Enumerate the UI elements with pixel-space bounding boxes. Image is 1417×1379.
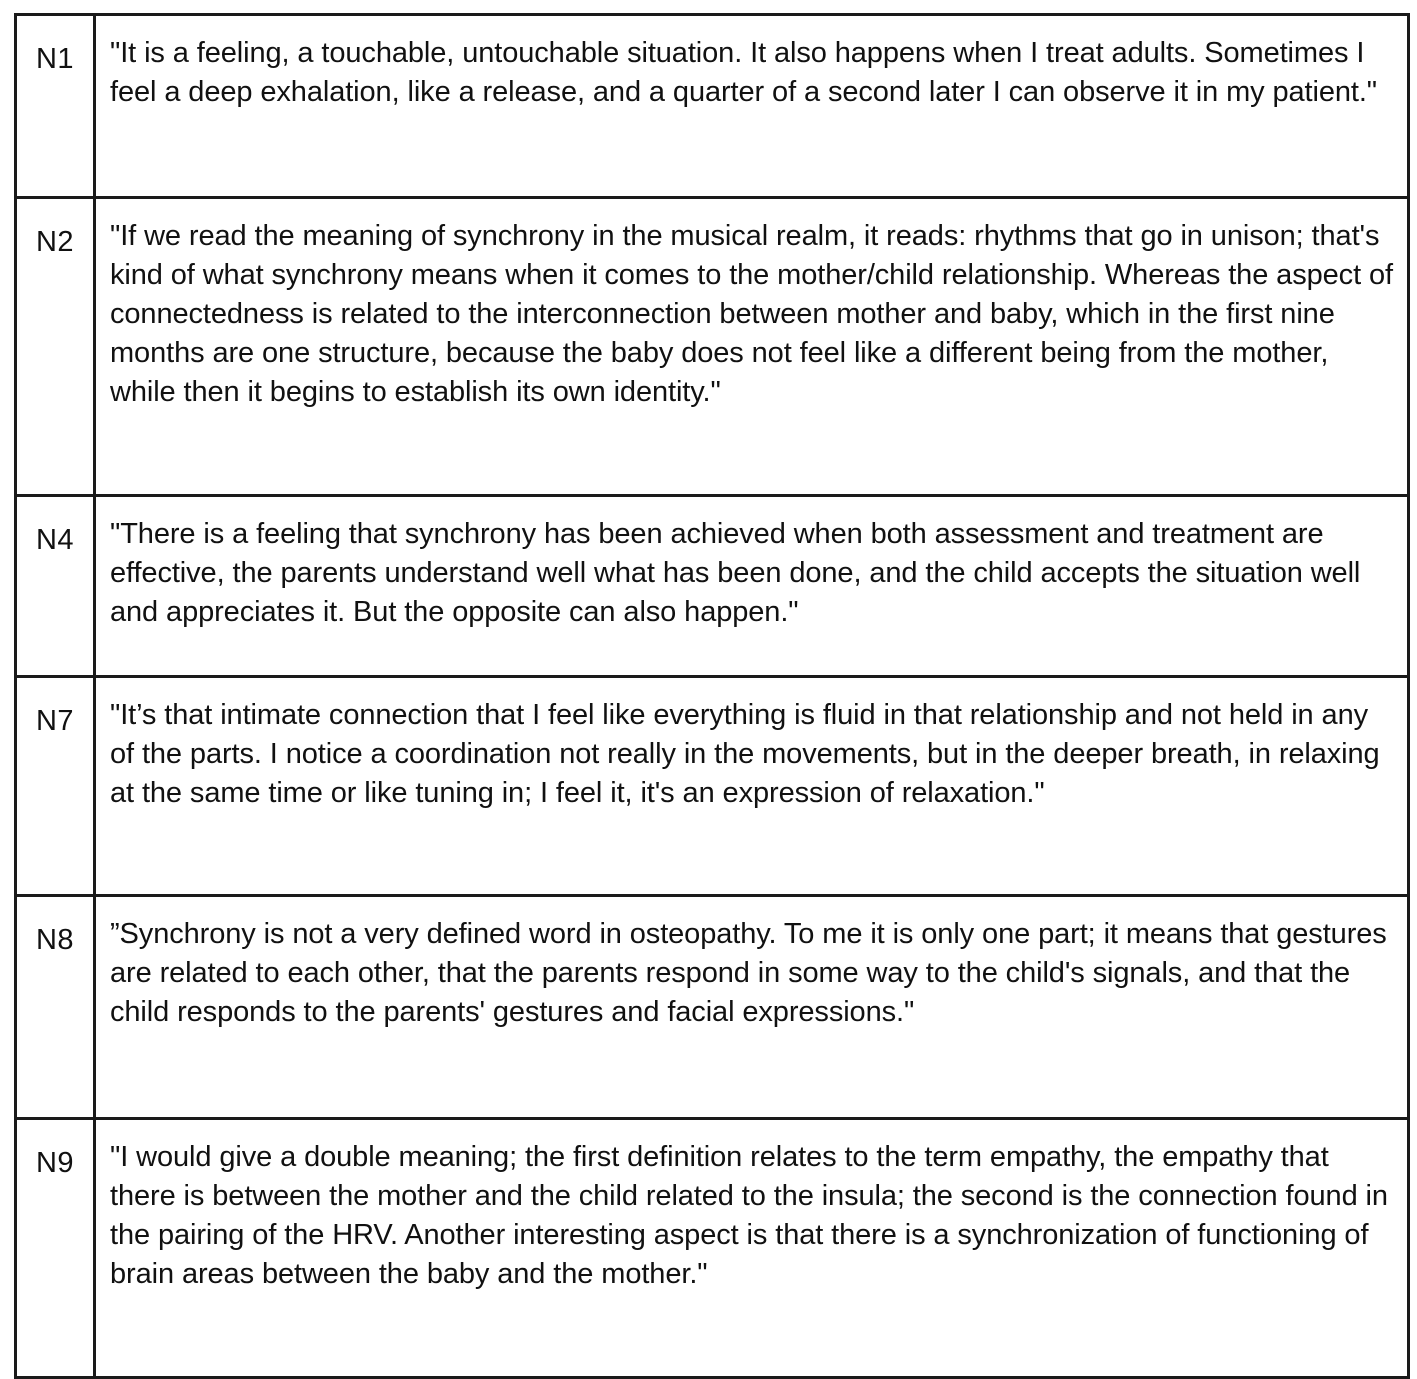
quotes-table bbox=[14, 13, 1410, 1379]
quote-text: ”Synchrony is not a very defined word in osteopathy. To me it is only one part; it means that gestures are related to each other, that the parents respond in some way to the child's signals, and that the child responds to the parents' gestures and facial expressions." bbox=[110, 918, 1387, 1028]
participant-id: N4 bbox=[35, 524, 75, 556]
participant-id-cell bbox=[16, 677, 95, 896]
participant-id: N9 bbox=[35, 1147, 75, 1179]
participant-id-cell bbox=[16, 15, 95, 198]
quote-cell bbox=[95, 677, 1409, 896]
quote-cell bbox=[95, 496, 1409, 677]
participant-id-cell bbox=[16, 896, 95, 1119]
quote-text: "It’s that intimate connection that I feel like everything is fluid in that relationship and not held in any of the parts. I notice a coordination not really in the movements, but in the deeper breath, in relaxing at the same time or like tuning in; I feel it, it's an expression of relaxation." bbox=[110, 699, 1380, 809]
quote-text: "There is a feeling that synchrony has been achieved when both assessment and treatment are effective, the parents understand well what has been done, and the child accepts the situation well and appreciates it. But the opposite can also happen." bbox=[110, 518, 1361, 628]
quote-cell bbox=[95, 896, 1409, 1119]
participant-id-cell bbox=[16, 496, 95, 677]
quote-cell bbox=[95, 15, 1409, 198]
quote-cell bbox=[95, 198, 1409, 496]
participant-id: N8 bbox=[35, 924, 75, 956]
table-row bbox=[16, 198, 1409, 496]
quote-cell bbox=[95, 1119, 1409, 1378]
table-row bbox=[16, 15, 1409, 198]
participant-id: N1 bbox=[35, 43, 75, 75]
quote-text: "If we read the meaning of synchrony in the musical realm, it reads: rhythms that go in unison; that's kind of what synchrony means when it comes to the mother/child relationship. Whereas the aspect of connectedness is related to the interconnection between mother and baby, which in the first nine months are one structure, because the baby does not feel like a different being from the mother, while then it begins to establish its own identity." bbox=[110, 220, 1393, 408]
participant-id-cell bbox=[16, 1119, 95, 1378]
quote-text: "I would give a double meaning; the first definition relates to the term empathy, the empathy that there is between the mother and the child related to the insula; the second is the connection found in the pairing of the HRV. Another interesting aspect is that there is a synchronization of functioning of brain areas between the baby and the mother." bbox=[110, 1141, 1388, 1290]
table-row bbox=[16, 677, 1409, 896]
table-row bbox=[16, 1119, 1409, 1378]
table-row bbox=[16, 896, 1409, 1119]
participant-id-cell bbox=[16, 198, 95, 496]
table-row bbox=[16, 496, 1409, 677]
participant-id: N7 bbox=[35, 705, 75, 737]
quote-text: "It is a feeling, a touchable, untouchable situation. It also happens when I treat adults. Sometimes I feel a deep exhalation, like a release, and a quarter of a second later I can observe it in my patient." bbox=[110, 37, 1378, 108]
participant-id: N2 bbox=[35, 226, 75, 258]
